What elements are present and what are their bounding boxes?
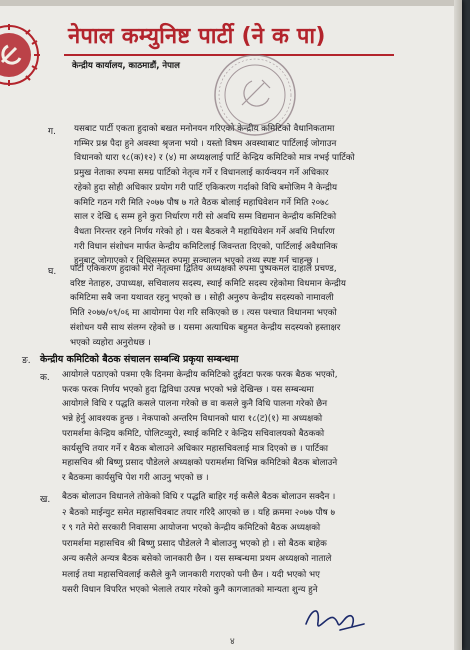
para-ka-marker: क.	[40, 373, 50, 383]
letterhead	[68, 20, 448, 71]
text-line: अन्य कसैले अन्यत्र बैठक बसेको जानकारी छैन । यस सम्बन्धमा प्रथम अध्यक्षको नाताले	[62, 554, 332, 564]
text-line: यसरी विधान विपरित भएको भेलाले तयार गरेको कुनै कागजातको मान्यता शुन्य हुने	[62, 585, 318, 595]
text-line: रहेको हुदा सोही अधिकार प्रयोग गरी पार्टि एकिकरण गर्दाको विधि बमोजिम नै केन्द्रीय	[74, 182, 337, 193]
text-line: गरी विधान संशोधन मार्फत केन्द्रीय कमिटिलाई जिवन्तता दिएको, पार्टिलाई अवैधानिक	[74, 241, 338, 252]
text-line: कमिटिमा सबै जना यथावत रहनु भएको छ । सोही अनुरुप केन्द्रीय सदस्यको नामावली	[70, 293, 334, 304]
text-line: संशोधन यसै साथ संलग्न रहेको छ । यसमा अत्याधिक बहुमत केन्द्रीय सदस्यको हस्ताक्षर	[70, 322, 341, 333]
text-line: विधानको धारा १८(क)१२) र (४) मा अध्यक्षलाई पार्टि केन्द्रिय कमिटिको मात्र नभई पार्टिको	[74, 153, 355, 164]
text-line: बैठक बोलाउन विधानले तोकेको विधि र पद्धति बाहिर गई कसैले बैठक बोलाउन सक्दैन ।	[62, 492, 336, 502]
text-line: कार्यसुचि तयार गर्ने र बैठक बोलाउने अधिकार महासचिवलाई मात्र दिएको छ । पार्टिका	[62, 443, 328, 454]
text-line: आयोगले पठाएको पत्रमा एकै दिनमा केन्द्रीय कमिटिको दुईवटा फरक फरक बैठक भएको,	[62, 370, 338, 380]
text-line: भन्ने हेर्नु आवश्यक हुन्छ । नेकपाको अन्तरिम विधानको धारा १८(ट)(१) मा अध्यक्षको	[62, 414, 323, 425]
signature-icon	[300, 600, 370, 640]
text-line: र ९ गते मेरो सरकारी निवासमा आयोजना भएको केन्द्रीय कमिटिको बैठक अध्यक्षको	[62, 523, 321, 533]
office-address: केन्द्रीय कार्यालय, काठमाडौं, नेपाल	[72, 61, 180, 71]
text-line: वैधता निरन्तर रहने निर्णय गरेको हो । यस बैठकले नै महाधिवेशन गर्ने अवधि निर्धारण	[74, 226, 335, 237]
text-line: वरिष्ट नेताहरु, उपाध्यक्ष, सचिवालय सदस्य, स्थाई कमिटि सदस्य रहेकोमा विधमान केन्द्रीय	[70, 278, 346, 289]
text-line: हुनबाट जोगाएको र विधिसम्मत रुपमा सञ्चालन भएको तथ्य स्पष्ट गर्न चाहन्छु ।	[74, 256, 319, 267]
text-line: महासचिव श्री बिष्णु प्रसाद पौडेलले अध्यक्षको परामर्शमा विभिन्न कमिटिको बैठक बोलाउने	[62, 458, 338, 469]
text-line: गम्भिर प्रश्न पैदा हुने अवस्था श्रृजना भयो । यस्तो विषम अवस्थाबाट पार्टिलाई जोगाउन	[74, 138, 337, 149]
para-kha-marker: ख.	[40, 495, 51, 505]
top-band	[0, 0, 462, 6]
text-line: भएको व्यहोरा अनुरोधछ ।	[70, 337, 151, 348]
text-line: कमिटि गठन गरी मिति २०७७ पौष ७ गते वैठक बोलाई महाधिवेशन गर्ने मिति २०७८	[74, 197, 330, 208]
paragraph-ga	[74, 122, 355, 269]
text-line: पार्टी एकिकरण हुदाको मेरो नेतृत्वमा द्वितिय अध्यक्षको रुपमा पुष्पकमल दाहाल प्रचण्ड,	[70, 264, 337, 274]
page-edge	[454, 0, 462, 650]
paragraph-ka	[62, 368, 337, 486]
para-gha-marker: घ.	[48, 267, 57, 277]
text-line: मलाई तथा महासचिवलाई कसैले कुनै जानकारी गराएको पनी छैन । यदी भएको भए	[62, 569, 320, 580]
party-emblem-icon	[0, 24, 40, 86]
text-line: परामर्शमा केन्द्रिय कमिटि, पोलिटव्युरो, स्थाई कमिटि र केन्द्रिय सचिवालयको बैठकको	[62, 428, 325, 439]
text-line: र बैठकमा कार्यसुचि पेश गरी आउनु भएको छ ।	[62, 472, 209, 483]
page-number: ४	[230, 637, 235, 647]
section-marker: ङ.	[22, 356, 31, 366]
party-title: नेपाल कम्युनिष्ट पार्टी (ने क पा)	[68, 24, 326, 49]
section-heading: केन्द्रीय कमिटिको बैठक संचालन सम्बन्धि प्रकृया सम्बन्धमा	[40, 354, 239, 365]
text-line: फरक फरक निर्णय भएको हुदा द्विविधा उत्पन्न भएको भन्ने देखिन्छ । यस सम्बन्धमा	[62, 384, 314, 395]
paragraph-kha	[62, 490, 335, 599]
text-line: प्रमुख नेताका रुपमा समग्र पार्टिको नेतृत्व गर्ने र विधानलाई कार्यन्वयन गर्ने अधिकार	[74, 168, 329, 179]
text-line: परामर्शमा महासचिव श्री बिष्णु प्रसाद पौडेलले नै बोलाउनु भएको हो । सो बैठक बाहेक	[62, 538, 327, 549]
para-ga-marker: ग.	[48, 127, 56, 137]
paragraph-gha	[70, 262, 346, 350]
text-line: मिति २०७७/०९/०६ मा आयोगमा पेश गरि सकिएको छ । त्यस पश्चात विधानमा भएको	[70, 308, 337, 319]
text-line: यसबाट पार्टी एकता हुदाको बखत मनोनयन गरिएको केन्द्रीय कमिटिको वैधानिकतामा	[74, 124, 335, 134]
text-line: साल र देखि ६ सम्म हुने कुरा निर्धारण गरी सो अवधि सम्म विद्यमान केन्द्रीय कमिटिको	[74, 212, 337, 223]
text-line: २ बैठको माईन्युट समेत महासचिवबाट तयार गरिदै आएको छ । यहि क्रममा २०७७ पौष ७	[62, 507, 336, 518]
text-line: आयोगले विधि र पद्धति कसले पालना गरेको छ वा कसले कुनै विधि पालना गरेको छैन	[62, 399, 328, 410]
